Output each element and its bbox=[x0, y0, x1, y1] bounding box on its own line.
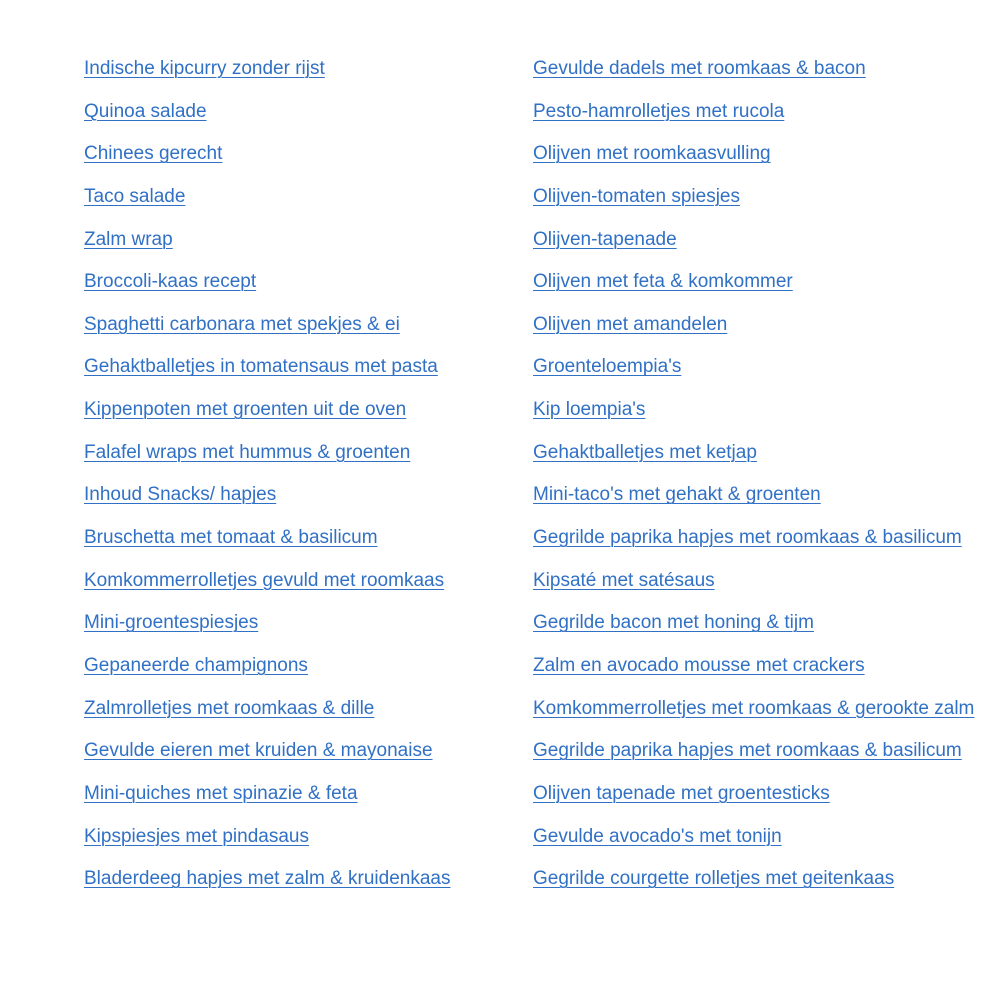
list-item bbox=[533, 484, 1000, 527]
recipe-link[interactable]: Kippenpoten met groenten uit de oven bbox=[84, 399, 407, 421]
list-item bbox=[84, 484, 533, 527]
list-item bbox=[533, 783, 1000, 826]
recipe-link[interactable]: Mini-taco's met gehakt & groenten bbox=[533, 484, 821, 506]
recipe-link[interactable]: Mini-groentespiesjes bbox=[84, 612, 259, 634]
recipe-link[interactable]: Olijven met amandelen bbox=[533, 313, 728, 335]
list-item bbox=[533, 143, 1000, 186]
list-item bbox=[84, 826, 533, 869]
recipe-link[interactable]: Bruschetta met tomaat & basilicum bbox=[84, 527, 378, 549]
recipe-link[interactable]: Komkommerrolletjes met roomkaas & gerookte zalm bbox=[533, 697, 975, 719]
recipe-link[interactable]: Broccoli-kaas recept bbox=[84, 271, 257, 293]
list-item bbox=[84, 271, 533, 314]
recipe-link-list-right bbox=[533, 58, 1000, 1000]
list-item bbox=[84, 186, 533, 229]
recipe-link[interactable]: Gepaneerde champignons bbox=[84, 654, 308, 676]
recipe-link[interactable]: Gegrilde bacon met honing & tijm bbox=[533, 612, 814, 634]
recipe-link[interactable]: Gehaktballetjes in tomatensaus met pasta bbox=[84, 356, 438, 378]
recipe-link[interactable]: Indische kipcurry zonder rijst bbox=[84, 58, 325, 79]
recipe-link[interactable]: Bladerdeeg hapjes met zalm & kruidenkaas bbox=[84, 868, 451, 890]
recipe-link[interactable]: Quinoa salade bbox=[84, 100, 207, 122]
list-item bbox=[84, 868, 533, 911]
recipe-link[interactable]: Zalm en avocado mousse met crackers bbox=[533, 654, 865, 676]
list-item bbox=[533, 442, 1000, 485]
recipe-link[interactable]: Olijven-tapenade bbox=[533, 228, 677, 250]
recipe-link[interactable]: Olijven-tomaten spiesjes bbox=[533, 185, 740, 207]
recipe-link[interactable]: Gehaktballetjes met ketjap bbox=[533, 441, 757, 463]
list-item bbox=[533, 740, 1000, 783]
list-item bbox=[84, 740, 533, 783]
list-item bbox=[533, 58, 1000, 101]
list-item bbox=[533, 356, 1000, 399]
list-item bbox=[533, 570, 1000, 613]
list-item bbox=[533, 186, 1000, 229]
recipe-link[interactable]: Olijven met roomkaasvulling bbox=[533, 143, 771, 165]
recipe-link[interactable]: Gegrilde paprika hapjes met roomkaas & basilicum bbox=[533, 740, 962, 762]
list-item bbox=[533, 271, 1000, 314]
recipe-link[interactable]: Groenteloempia's bbox=[533, 356, 682, 378]
recipe-link[interactable]: Gevulde avocado's met tonijn bbox=[533, 825, 782, 847]
list-item bbox=[84, 101, 533, 144]
recipe-link[interactable]: Zalmrolletjes met roomkaas & dille bbox=[84, 697, 375, 719]
recipe-link[interactable]: Mini-quiches met spinazie & feta bbox=[84, 782, 358, 804]
list-item bbox=[533, 868, 1000, 911]
list-item bbox=[533, 655, 1000, 698]
list-item bbox=[84, 783, 533, 826]
list-item bbox=[84, 356, 533, 399]
recipe-link[interactable]: Kip loempia's bbox=[533, 399, 646, 421]
list-item bbox=[84, 612, 533, 655]
list-item bbox=[533, 229, 1000, 272]
list-item bbox=[533, 399, 1000, 442]
recipe-link[interactable]: Pesto-hamrolletjes met rucola bbox=[533, 100, 785, 122]
recipe-link-list-left bbox=[84, 58, 533, 1000]
recipe-link[interactable]: Gevulde eieren met kruiden & mayonaise bbox=[84, 740, 433, 762]
list-item bbox=[533, 698, 1000, 741]
recipe-link[interactable]: Kipspiesjes met pindasaus bbox=[84, 825, 309, 847]
recipe-link[interactable]: Gegrilde courgette rolletjes met geitenkaas bbox=[533, 868, 895, 890]
recipe-link[interactable]: Falafel wraps met hummus & groenten bbox=[84, 441, 411, 463]
recipe-link[interactable]: Zalm wrap bbox=[84, 228, 173, 250]
recipe-link[interactable]: Olijven met feta & komkommer bbox=[533, 271, 793, 293]
list-item bbox=[84, 442, 533, 485]
recipe-link[interactable]: Komkommerrolletjes gevuld met roomkaas bbox=[84, 569, 445, 591]
list-item bbox=[84, 399, 533, 442]
list-item bbox=[533, 612, 1000, 655]
recipe-link[interactable]: Taco salade bbox=[84, 185, 186, 207]
list-item bbox=[533, 826, 1000, 869]
recipe-link[interactable]: Gegrilde paprika hapjes met roomkaas & basilicum bbox=[533, 527, 962, 549]
list-item bbox=[533, 101, 1000, 144]
list-item bbox=[84, 698, 533, 741]
recipe-link[interactable]: Spaghetti carbonara met spekjes & ei bbox=[84, 313, 400, 335]
list-item bbox=[84, 570, 533, 613]
recipe-link[interactable]: Kipsaté met satésaus bbox=[533, 569, 715, 591]
recipe-link[interactable]: Inhoud Snacks/ hapjes bbox=[84, 484, 277, 506]
list-item bbox=[84, 143, 533, 186]
list-item bbox=[533, 314, 1000, 357]
list-item bbox=[84, 655, 533, 698]
list-item bbox=[84, 229, 533, 272]
recipe-link[interactable]: Chinees gerecht bbox=[84, 143, 223, 165]
list-item bbox=[84, 314, 533, 357]
recipe-link[interactable]: Olijven tapenade met groentesticks bbox=[533, 782, 830, 804]
list-item bbox=[533, 527, 1000, 570]
list-item bbox=[84, 58, 533, 101]
list-item bbox=[84, 527, 533, 570]
recipe-link[interactable]: Gevulde dadels met roomkaas & bacon bbox=[533, 58, 866, 79]
